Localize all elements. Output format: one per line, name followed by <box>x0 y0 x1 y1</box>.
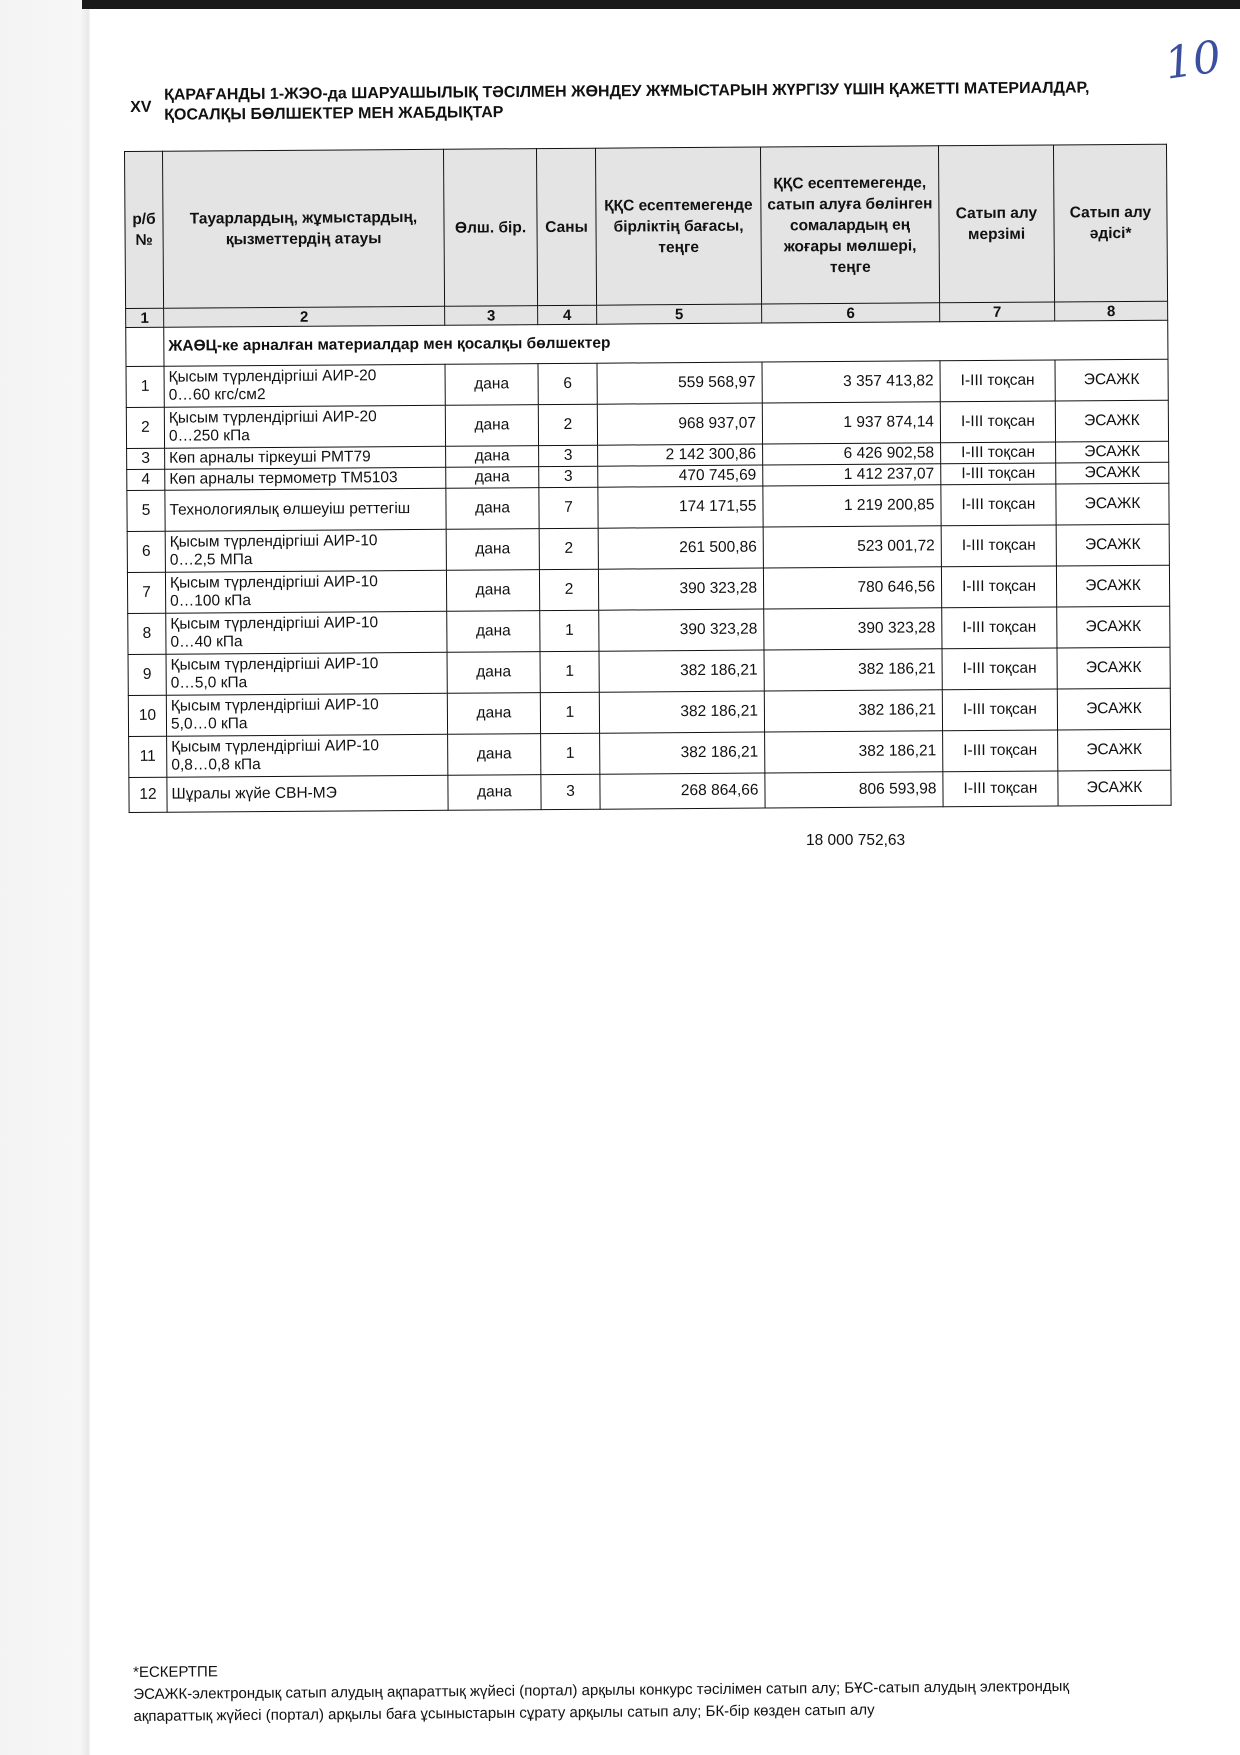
materials-table <box>124 144 1172 813</box>
header-name: Тауарлардың, жұмыстардың, қызметтердің атауы <box>163 149 445 308</box>
item-sum: 780 646,56 <box>763 567 941 609</box>
scan-top-border <box>82 0 1240 9</box>
item-period: I-III тоқсан <box>941 566 1056 608</box>
item-sum: 1 412 237,07 <box>763 464 941 486</box>
row-number: 2 <box>126 407 164 448</box>
item-period: I-III тоқсан <box>941 463 1056 485</box>
item-name: Қысым түрлендіргіші АИР-20 0…60 кгс/см2 <box>164 364 445 407</box>
scan-edge-shadow <box>0 0 90 1755</box>
item-qty: 1 <box>540 610 599 651</box>
item-unit: дана <box>446 570 539 612</box>
item-period: I-III тоқсан <box>941 442 1056 464</box>
col-number: 4 <box>538 305 597 324</box>
item-price: 390 323,28 <box>598 568 763 610</box>
row-number: 11 <box>129 736 167 777</box>
row-number: 1 <box>126 366 164 407</box>
item-period: I-III тоқсан <box>940 360 1055 402</box>
section-number: XV <box>130 98 152 116</box>
item-name: Қысым түрлендіргіші АИР-10 0…40 кПа <box>166 611 447 654</box>
item-method: ЭСАЖК <box>1057 606 1170 648</box>
title-text: ҚАРАҒАНДЫ 1-ЖЭО-да ШАРУАШЫЛЫҚ ТӘСІЛМЕН ЖӨНДЕУ ЖҰМЫСТАРЫН ЖҮРГІЗУ ҮШІН ҚАЖЕТТІ МАТЕРИАЛДАР, ҚОСАЛҚЫ БӨЛШЕКТЕР МЕН ЖАБДЫҚТАР <box>164 79 1090 124</box>
table-row <box>127 483 1169 531</box>
item-name: Қысым түрлендіргіші АИР-10 0,8…0,8 кПа <box>167 734 448 777</box>
table-row <box>128 647 1170 695</box>
item-name: Қысым түрлендіргіші АИР-10 0…2,5 МПа <box>165 529 446 572</box>
row-number: 9 <box>128 654 166 695</box>
table-row <box>129 770 1171 812</box>
item-method: ЭСАЖК <box>1056 524 1169 566</box>
item-qty: 1 <box>541 733 600 774</box>
col-number: 2 <box>164 306 445 327</box>
item-qty: 2 <box>539 528 598 569</box>
item-sum: 382 186,21 <box>764 690 942 732</box>
item-sum: 390 323,28 <box>764 608 942 650</box>
item-unit: дана <box>447 652 540 694</box>
header-period: Сатып алу мерзімі <box>938 145 1054 303</box>
table-row <box>127 524 1169 572</box>
item-period: I-III тоқсан <box>943 771 1058 807</box>
col-number: 6 <box>762 303 940 323</box>
row-number: 12 <box>129 777 167 812</box>
item-period: I-III тоқсан <box>940 401 1055 443</box>
row-number: 4 <box>127 469 165 490</box>
item-price: 470 745,69 <box>598 465 763 487</box>
col-number: 1 <box>126 308 164 327</box>
row-number: 3 <box>127 448 165 469</box>
item-unit: дана <box>448 775 541 811</box>
item-sum: 6 426 902,58 <box>763 443 941 465</box>
item-sum: 1 219 200,85 <box>763 485 941 527</box>
item-sum: 382 186,21 <box>764 649 942 691</box>
item-qty: 6 <box>538 363 597 404</box>
item-price: 261 500,86 <box>598 527 763 569</box>
footnote-line: ақпараттық жүйесі (портал) арқылы баға ұсыныстарын сұрату арқылы сатып алу; БК-бір көзден сатып алу <box>133 1701 875 1725</box>
item-unit: дана <box>447 611 540 653</box>
item-name: Көп арналы термометр ТМ5103 <box>165 467 446 490</box>
row-number: 10 <box>128 695 166 736</box>
footnote-line: ЭСАЖК-электрондық сатып алудың ақпараттық жүйесі (портал) арқылы конкурс тәсілімен сатып алу; БҰС-сатып алудың электрондық <box>133 1677 1070 1703</box>
item-qty: 1 <box>540 651 599 692</box>
item-sum: 3 357 413,82 <box>762 361 940 403</box>
item-name: Қысым түрлендіргіші АИР-10 5,0…0 кПа <box>166 693 447 736</box>
item-method: ЭСАЖК <box>1058 770 1171 806</box>
header-sum: ҚҚС есептемегенде, сатып алуға бөлінген сомалардың ең жоғары мөлшері, теңге <box>760 146 939 304</box>
item-unit: дана <box>445 364 538 406</box>
item-unit: дана <box>447 693 540 735</box>
table-row <box>128 688 1170 736</box>
item-name: Қысым түрлендіргіші АИР-10 0…100 кПа <box>165 570 446 613</box>
item-qty: 2 <box>538 404 597 445</box>
item-qty: 2 <box>539 569 598 610</box>
item-price: 268 864,66 <box>600 773 765 809</box>
item-method: ЭСАЖК <box>1056 565 1169 607</box>
item-price: 968 937,07 <box>597 403 762 445</box>
item-period: I-III тоқсан <box>941 525 1056 567</box>
header-method: Сатып алу әдісі* <box>1053 144 1167 302</box>
item-sum: 523 001,72 <box>763 526 941 568</box>
header-num: р/б № <box>125 151 164 308</box>
footnote-heading: *ЕСКЕРТПЕ <box>133 1663 218 1681</box>
item-period: I-III тоқсан <box>942 648 1057 690</box>
materials-table-wrapper <box>124 144 1171 813</box>
col-number: 8 <box>1055 301 1168 321</box>
row-number: 5 <box>127 490 165 531</box>
header-price: ҚҚС есептемегенде бірліктің бағасы, теңге <box>595 147 761 305</box>
col-number: 5 <box>597 304 762 324</box>
footnote <box>133 1653 1134 1728</box>
item-unit: дана <box>448 734 541 776</box>
table-row <box>128 606 1170 654</box>
header-unit: Өлш. бір. <box>443 149 537 307</box>
row-number: 6 <box>127 531 165 572</box>
total-sum: 18 000 752,63 <box>806 832 906 849</box>
row-number: 8 <box>128 613 166 654</box>
item-sum: 1 937 874,14 <box>762 402 940 444</box>
item-price: 559 568,97 <box>597 362 762 404</box>
item-price: 382 186,21 <box>599 691 764 733</box>
item-name: Қысым түрлендіргіші АИР-20 0…250 кПа <box>164 405 445 448</box>
item-unit: дана <box>446 446 539 468</box>
item-method: ЭСАЖК <box>1055 400 1168 442</box>
item-qty: 7 <box>539 487 598 528</box>
header-qty: Саны <box>536 148 596 305</box>
item-method: ЭСАЖК <box>1056 441 1169 463</box>
item-unit: дана <box>446 488 539 530</box>
col-number: 3 <box>445 306 538 326</box>
item-price: 2 142 300,86 <box>598 444 763 466</box>
item-name: Қысым түрлендіргіші АИР-10 0…5,0 кПа <box>166 652 447 695</box>
item-price: 382 186,21 <box>600 732 765 774</box>
item-qty: 3 <box>539 445 598 466</box>
item-method: ЭСАЖК <box>1058 729 1171 771</box>
item-method: ЭСАЖК <box>1056 462 1169 484</box>
item-qty: 3 <box>539 466 598 487</box>
row-number: 7 <box>127 572 165 613</box>
item-sum: 806 593,98 <box>765 772 943 808</box>
item-qty: 3 <box>541 774 600 809</box>
document-title <box>130 78 1150 124</box>
item-sum: 382 186,21 <box>765 731 943 773</box>
table-row <box>127 565 1169 613</box>
category-label: ЖАӨЦ-ке арналған материалдар мен қосалқы бөлшектер <box>164 320 1168 366</box>
item-period: I-III тоқсан <box>942 689 1057 731</box>
item-price: 390 323,28 <box>599 609 764 651</box>
item-period: I-III тоқсан <box>941 484 1056 526</box>
table-row <box>126 359 1168 407</box>
item-name: Көп арналы тіркеуші РМТ79 <box>165 446 446 469</box>
col-number: 7 <box>940 302 1055 322</box>
item-period: I-III тоқсан <box>943 730 1058 772</box>
item-period: I-III тоқсан <box>942 607 1057 649</box>
item-unit: дана <box>445 405 538 447</box>
item-name: Шұралы жүйе СВН-МЭ <box>167 775 448 812</box>
handwritten-page-number: 10 <box>1161 31 1225 90</box>
table-row <box>129 729 1171 777</box>
item-unit: дана <box>446 467 539 489</box>
item-unit: дана <box>446 529 539 571</box>
table-row <box>126 400 1168 448</box>
item-method: ЭСАЖК <box>1056 483 1169 525</box>
item-method: ЭСАЖК <box>1055 359 1168 401</box>
item-price: 382 186,21 <box>599 650 764 692</box>
item-name: Технологиялық өлшеуіш реттегіш <box>165 488 446 531</box>
item-method: ЭСАЖК <box>1057 647 1170 689</box>
item-method: ЭСАЖК <box>1057 688 1170 730</box>
item-qty: 1 <box>540 692 599 733</box>
item-price: 174 171,55 <box>598 486 763 528</box>
